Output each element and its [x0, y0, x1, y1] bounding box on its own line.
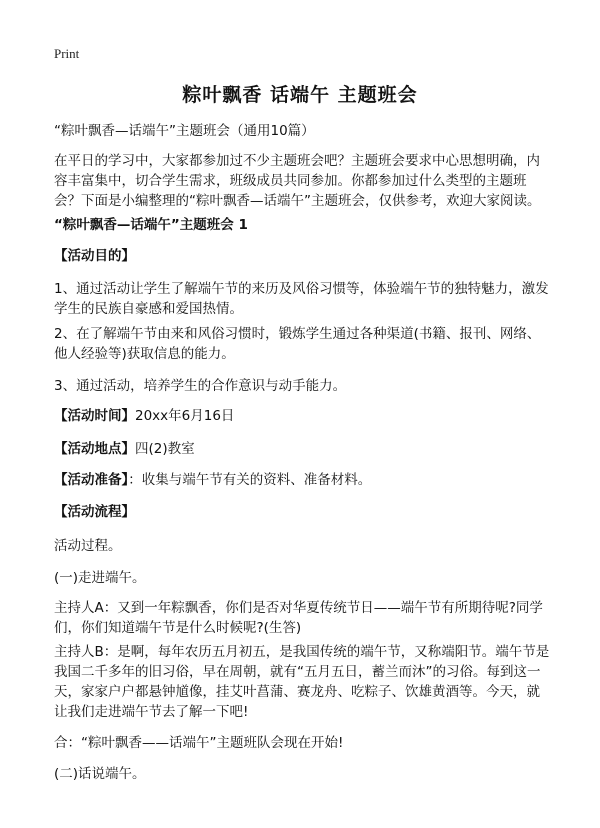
- activity-preparation: [54, 470, 550, 490]
- process-text: 活动过程。: [54, 538, 122, 554]
- goal-heading: 【活动目的】: [54, 248, 135, 264]
- activity-place-value: 四(2)教室: [135, 441, 195, 457]
- intro-paragraph: 在平日的学习中，大家都参加过不少主题班会吧？主题班会要求中心思想明确，内容丰富集中，切合学生需求，班级成员共同参加。你都参加过什么类型的主题班会？下面是小编整理的“粽叶飘香—话端午”主题班会，仅供参考，欢迎大家阅读。: [54, 153, 541, 209]
- together-line: 合：“粽叶飘香——话端午”主题班队会现在开始!: [54, 735, 344, 751]
- activity-place-label: 【活动地点】: [54, 441, 135, 457]
- activity-time-value: 20xx年6月16日: [135, 408, 235, 424]
- goal-item-2: 2、在了解端午节由来和风俗习惯时，锻炼学生通过各种渠道(书籍、报刊、网络、他人经验等)获取信息的能力。: [54, 326, 541, 362]
- goal-item-3: 3、通过活动，培养学生的合作意识与动手能力。: [54, 378, 347, 394]
- section-heading: “粽叶飘香—话端午”主题班会 1: [54, 217, 248, 233]
- activity-preparation-label: 【活动准备】: [54, 472, 129, 488]
- part-two-heading: (二)话说端午。: [54, 766, 146, 782]
- activity-preparation-value: ：收集与端午节有关的资料、准备材料。: [128, 472, 372, 488]
- part-one-heading: (一)走进端午。: [54, 570, 146, 586]
- goal-item-1: 1、通过活动让学生了解端午节的来历及风俗习惯等，体验端午节的独特魅力，激发学生的民族自豪感和爱国热情。: [54, 281, 549, 317]
- host-a-paragraph: 主持人A：又到一年粽飘香，你们是否对华夏传统节日——端午节有所期待呢?同学们，你们知道端午节是什么时候呢?(生答): [54, 600, 543, 636]
- document-title: 粽叶飘香 话端午 主题班会: [182, 84, 418, 106]
- print-link[interactable]: Print: [54, 46, 80, 61]
- activity-time-label: 【活动时间】: [54, 408, 135, 424]
- flow-heading: 【活动流程】: [54, 504, 135, 520]
- activity-time: [54, 406, 550, 426]
- document-subtitle: “粽叶飘香—话端午”主题班会（通用10篇）: [54, 123, 315, 139]
- activity-place: [54, 439, 550, 459]
- host-b-paragraph: 主持人B：是啊，每年农历五月初五，是我国传统的端午节，又称端阳节。端午节是我国二千多年的旧习俗，早在周朝，就有“五月五日，蓄兰而沐”的习俗。每到这一天，家家户户都悬钟馗像，挂艾叶菖蒲、赛龙舟、吃粽子、饮雄黄酒等。今天，就让我们走进端午节去了解一下吧!: [54, 644, 550, 720]
